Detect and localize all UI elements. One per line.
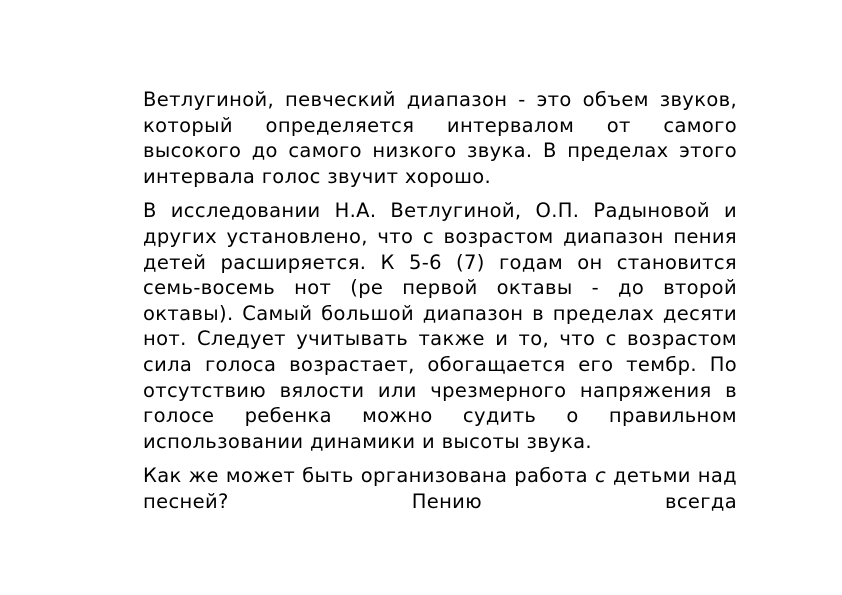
paragraph-1: Ветлугиной, певческий диапазон - это объем звуков, который определяется интервалом от самого высокого до самого низкого звука. В пределах этого интервала голос звучит хорошо. xyxy=(143,88,737,188)
document-text xyxy=(143,87,737,524)
paragraph-2: В исследовании Н.А. Ветлугиной, О.П. Радыновой и других установлено, что с возрастом диапазон пения детей расширяется. К 5-6 (7) годам он становится семь-восемь нот (ре первой октавы - до второй октавы). Самый большой диапазон в пределах десяти нот. Следует учитывать также и то, что с возрастом сила голоса возрастает, обогащается его тембр. По отсутствию вялости или чрезмерного напряжения в голосе ребенка можно судить о правильном использовании динамики и высоты звука. xyxy=(143,199,737,453)
paragraph-3 xyxy=(143,463,737,514)
paragraph-3-end: детьми над песней? Пению всегда xyxy=(143,464,737,513)
paragraph-3-italic-word: с xyxy=(594,464,607,488)
paragraph-3-start: Как же может быть организована работа xyxy=(143,464,595,488)
